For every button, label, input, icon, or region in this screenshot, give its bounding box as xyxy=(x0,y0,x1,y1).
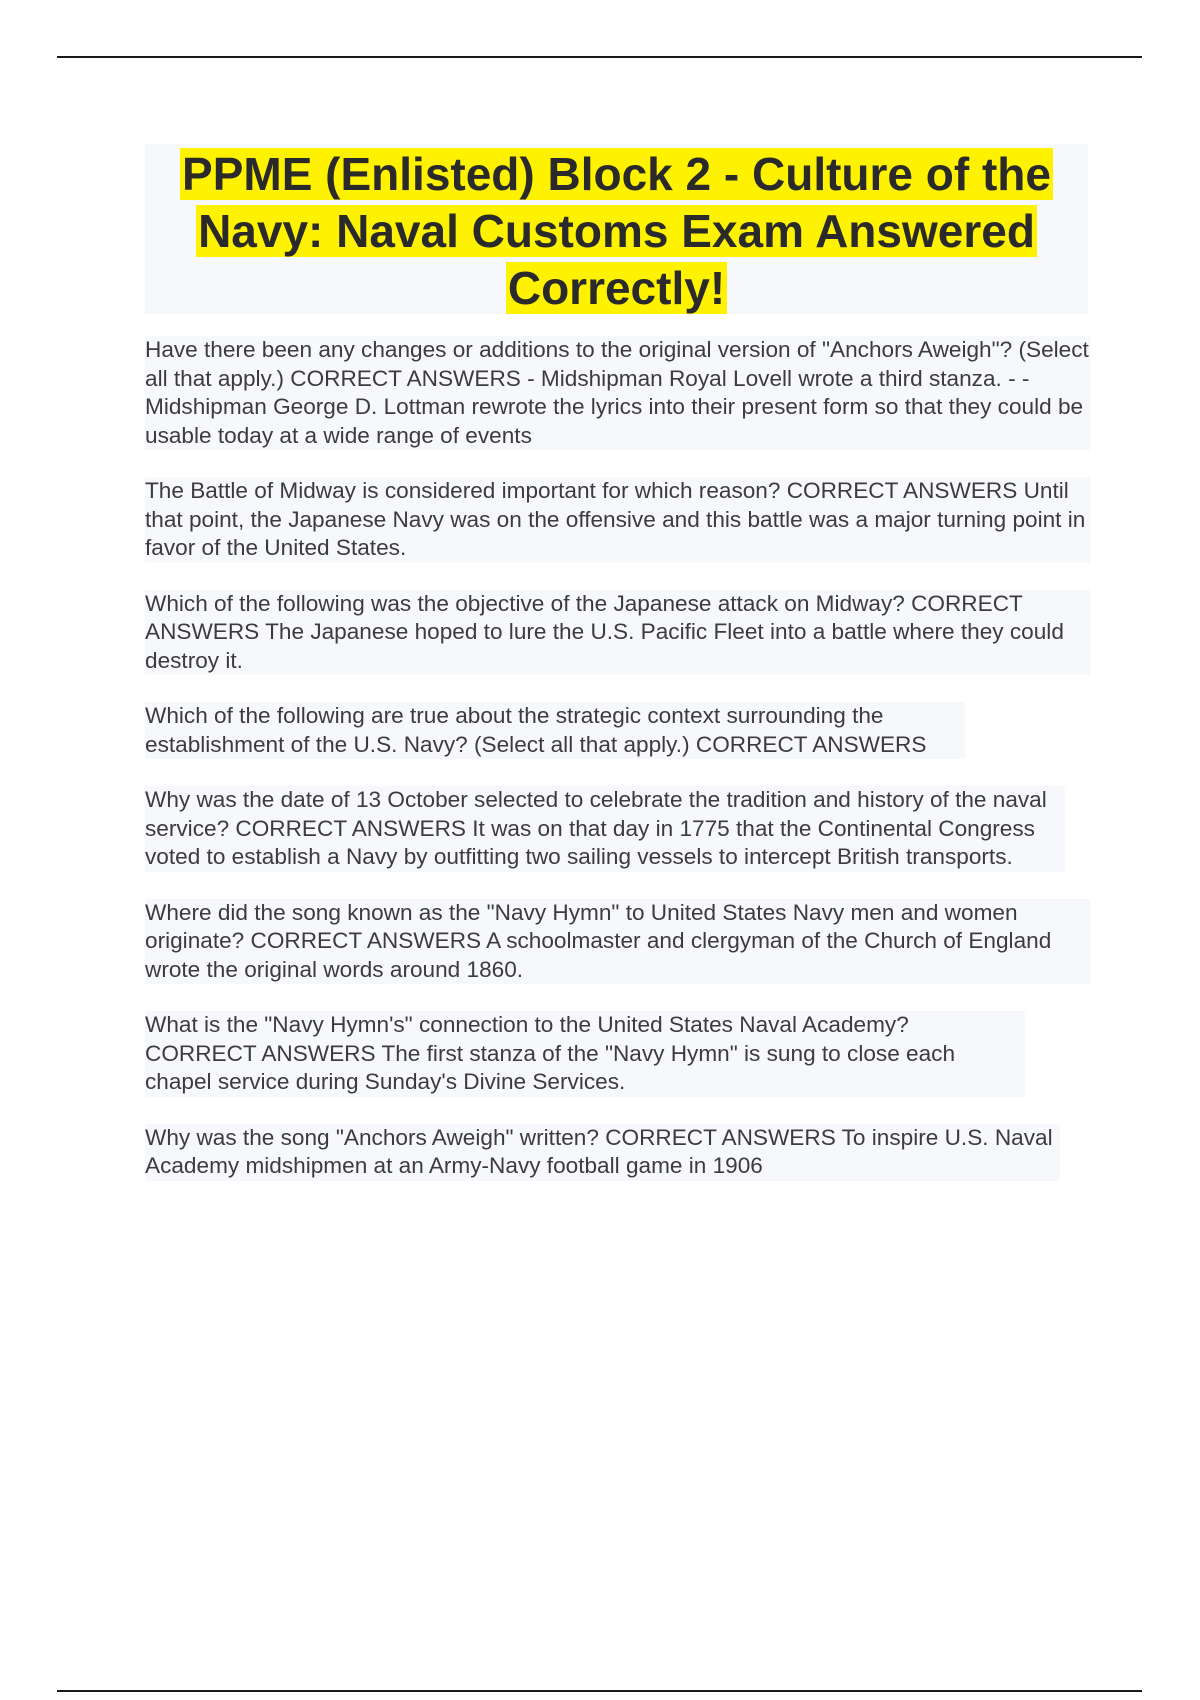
qa-entry: Which of the following was the objective of the Japanese attack on Midway? CORRECT ANSWERS The Japanese hoped to lure the U.S. Pacific Fleet into a battle where they could destroy it. xyxy=(145,590,1090,676)
qa-entry: Which of the following are true about the strategic context surrounding the establishment of the U.S. Navy? (Select all that apply.) CORRECT ANSWERS xyxy=(145,702,965,759)
qa-entry: Why was the date of 13 October selected to celebrate the tradition and history of the naval service? CORRECT ANSWERS It was on that day in 1775 that the Continental Congress voted to establish a Navy by outfitting two sailing vessels to intercept British transports. xyxy=(145,786,1065,872)
qa-entry: The Battle of Midway is considered important for which reason? CORRECT ANSWERS Until that point, the Japanese Navy was on the offensive and this battle was a major turning point in favor of the United States. xyxy=(145,477,1090,563)
qa-entry: What is the "Navy Hymn's" connection to the United States Naval Academy? CORRECT ANSWERS The first stanza of the "Navy Hymn" is sung to close each chapel service during Sunday's Divine Services. xyxy=(145,1011,1025,1097)
qa-entry: Where did the song known as the "Navy Hymn" to United States Navy men and women originate? CORRECT ANSWERS A schoolmaster and clergyman of the Church of England wrote the original words around 1860. xyxy=(145,899,1090,985)
qa-entry: Why was the song "Anchors Aweigh" written? CORRECT ANSWERS To inspire U.S. Naval Academy midshipmen at an Army-Navy football game in 1906 xyxy=(145,1124,1060,1181)
footer-rule xyxy=(57,1690,1142,1692)
qa-entry: Have there been any changes or additions to the original version of "Anchors Aweigh"? (Select all that apply.) CORRECT ANSWERS - Midshipman Royal Lovell wrote a third stanza. - - Midshipman George D. Lottman rewrote the lyrics into their present form so that they could be usable today at a wide range of events xyxy=(145,336,1090,450)
header-rule xyxy=(57,56,1142,58)
title-block xyxy=(145,144,1088,314)
document-title xyxy=(145,144,1088,317)
qa-list xyxy=(145,336,1090,1208)
title-highlight: PPME (Enlisted) Block 2 - Culture of the Navy: Naval Customs Exam Answered Correctly! xyxy=(182,148,1051,314)
